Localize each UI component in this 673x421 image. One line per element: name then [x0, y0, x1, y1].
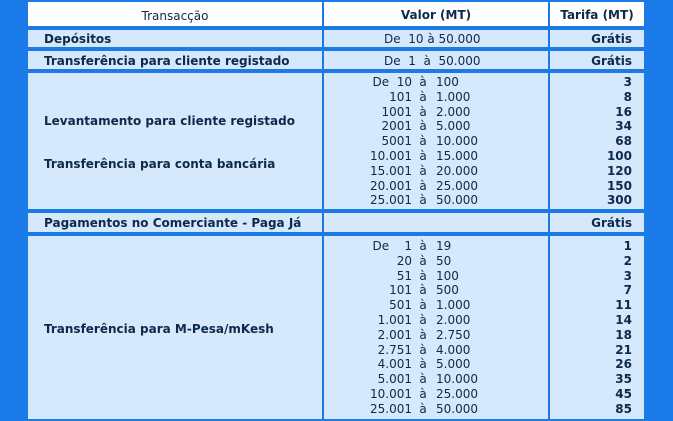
transf-bancaria-label: Transferência para conta bancária: [44, 157, 276, 171]
range-tarifa: 3: [623, 268, 632, 283]
range-to: 50: [436, 253, 452, 268]
depositos-valor: De 10 à 50.000: [384, 32, 481, 46]
range-to: 5.000: [436, 119, 471, 134]
range-connector: à: [419, 313, 427, 327]
header-transaccao: [26, 0, 324, 28]
transf-registado-label: Transferência para cliente registado: [44, 54, 290, 68]
row-levantamento-valor: [322, 71, 550, 211]
range-tarifa: 11: [615, 298, 632, 313]
range-from: 4.001: [377, 357, 412, 372]
range-connector: à: [419, 283, 427, 298]
range-to: 50.000: [436, 401, 478, 416]
depositos-label: Depósitos: [44, 32, 112, 46]
range-connector: à: [419, 239, 427, 253]
row-transf-registado-tarifa: [548, 49, 646, 71]
range-to: 10.000: [436, 372, 478, 387]
range-to: 4.000: [436, 342, 471, 357]
range-tarifa: 3: [623, 75, 632, 89]
row-mpesa-valor: [322, 234, 550, 421]
range-connector: à: [419, 401, 427, 416]
range-connector: à: [419, 119, 427, 134]
range-to: 25.000: [436, 178, 478, 193]
range-from: 2001: [381, 119, 412, 134]
range-connector: à: [419, 357, 427, 372]
header-valor-label: Valor (MT): [400, 8, 472, 22]
pagamentos-label: Pagamentos no Comerciante - Paga Já: [44, 216, 302, 230]
range-tarifa: 8: [623, 89, 632, 104]
mpesa-label: Transferência para M-Pesa/mKesh: [44, 322, 274, 336]
range-from: 1001: [381, 104, 412, 119]
range-from: 5001: [381, 134, 412, 149]
range-connector: à: [419, 193, 427, 208]
range-tarifa: 18: [615, 327, 632, 342]
range-from: De 1: [372, 239, 412, 253]
range-to: 100: [436, 268, 459, 283]
range-from: 20: [396, 253, 412, 268]
levantamento-label: Levantamento para cliente registado: [44, 114, 295, 128]
depositos-tarifa: Grátis: [591, 32, 632, 46]
range-from: 25.001: [370, 401, 412, 416]
range-tarifa: 100: [606, 149, 632, 163]
range-to: 25.000: [436, 387, 478, 401]
range-to: 1.000: [436, 298, 471, 313]
range-from: 2.751: [377, 342, 412, 357]
range-from: 15.001: [370, 163, 412, 178]
range-from: 20.001: [370, 178, 412, 193]
range-connector: à: [419, 327, 427, 342]
range-connector: à: [419, 178, 427, 193]
range-tarifa: 150: [606, 178, 632, 193]
range-connector: à: [419, 298, 427, 313]
range-to: 2.000: [436, 104, 471, 119]
row-pagamentos-valor: [322, 211, 550, 234]
range-to: 100: [436, 75, 459, 89]
range-tarifa: 34: [615, 119, 632, 134]
range-tarifa: 16: [615, 104, 632, 119]
range-from: 25.001: [370, 193, 412, 208]
range-tarifa: 1: [623, 239, 632, 253]
range-tarifa: 14: [615, 313, 632, 327]
row-transf-registado-label: [26, 49, 324, 71]
tariff-table: [26, 0, 646, 421]
range-connector: à: [419, 149, 427, 163]
row-mpesa-label: [26, 234, 324, 421]
range-from: 51: [396, 268, 412, 283]
range-to: 50.000: [436, 193, 478, 208]
range-to: 2.750: [436, 327, 471, 342]
range-connector: à: [419, 75, 427, 89]
range-tarifa: 21: [615, 342, 632, 357]
range-to: 15.000: [436, 149, 478, 163]
row-levantamento-label: [26, 71, 324, 211]
row-pagamentos-label: [26, 211, 324, 234]
range-from: 10.001: [370, 149, 412, 163]
range-tarifa: 120: [606, 163, 632, 178]
row-depositos-tarifa: [548, 28, 646, 49]
range-tarifa: 2: [623, 253, 632, 268]
range-tarifa: 45: [615, 387, 632, 401]
range-from: 101: [389, 283, 412, 298]
range-connector: à: [419, 253, 427, 268]
range-tarifa: 68: [615, 134, 632, 149]
range-tarifa: 300: [606, 193, 632, 208]
range-to: 5.000: [436, 357, 471, 372]
range-to: 2.000: [436, 313, 471, 327]
pagamentos-tarifa: Grátis: [591, 216, 632, 230]
range-to: 20.000: [436, 163, 478, 178]
row-levantamento-tarifa: [548, 71, 646, 211]
range-connector: à: [419, 372, 427, 387]
row-depositos-label: [26, 28, 324, 49]
range-connector: à: [419, 387, 427, 401]
range-to: 1.000: [436, 89, 471, 104]
range-to: 500: [436, 283, 459, 298]
transf-registado-valor: De 1 à 50.000: [384, 54, 481, 68]
range-connector: à: [419, 268, 427, 283]
header-tarifa: [548, 0, 646, 28]
range-connector: à: [419, 342, 427, 357]
header-transaccao-label: Transacção: [141, 9, 209, 23]
range-from: 501: [389, 298, 412, 313]
row-pagamentos-tarifa: [548, 211, 646, 234]
row-mpesa-tarifa: [548, 234, 646, 421]
header-tarifa-label: Tarifa (MT): [560, 8, 634, 22]
row-transf-registado-valor: [322, 49, 550, 71]
range-connector: à: [419, 104, 427, 119]
range-connector: à: [419, 89, 427, 104]
range-connector: à: [419, 163, 427, 178]
range-from: De 10: [372, 75, 412, 89]
range-from: 2.001: [377, 327, 412, 342]
range-tarifa: 7: [623, 283, 632, 298]
range-connector: à: [419, 134, 427, 149]
range-to: 19: [436, 239, 452, 253]
range-to: 10.000: [436, 134, 478, 149]
range-tarifa: 35: [615, 372, 632, 387]
range-tarifa: 26: [615, 357, 632, 372]
range-tarifa: 85: [615, 401, 632, 416]
header-valor: [322, 0, 550, 28]
range-from: 101: [389, 89, 412, 104]
range-from: 5.001: [377, 372, 412, 387]
range-from: 10.001: [370, 387, 412, 401]
range-from: 1.001: [377, 313, 412, 327]
transf-registado-tarifa: Grátis: [591, 54, 632, 68]
row-depositos-valor: [322, 28, 550, 49]
